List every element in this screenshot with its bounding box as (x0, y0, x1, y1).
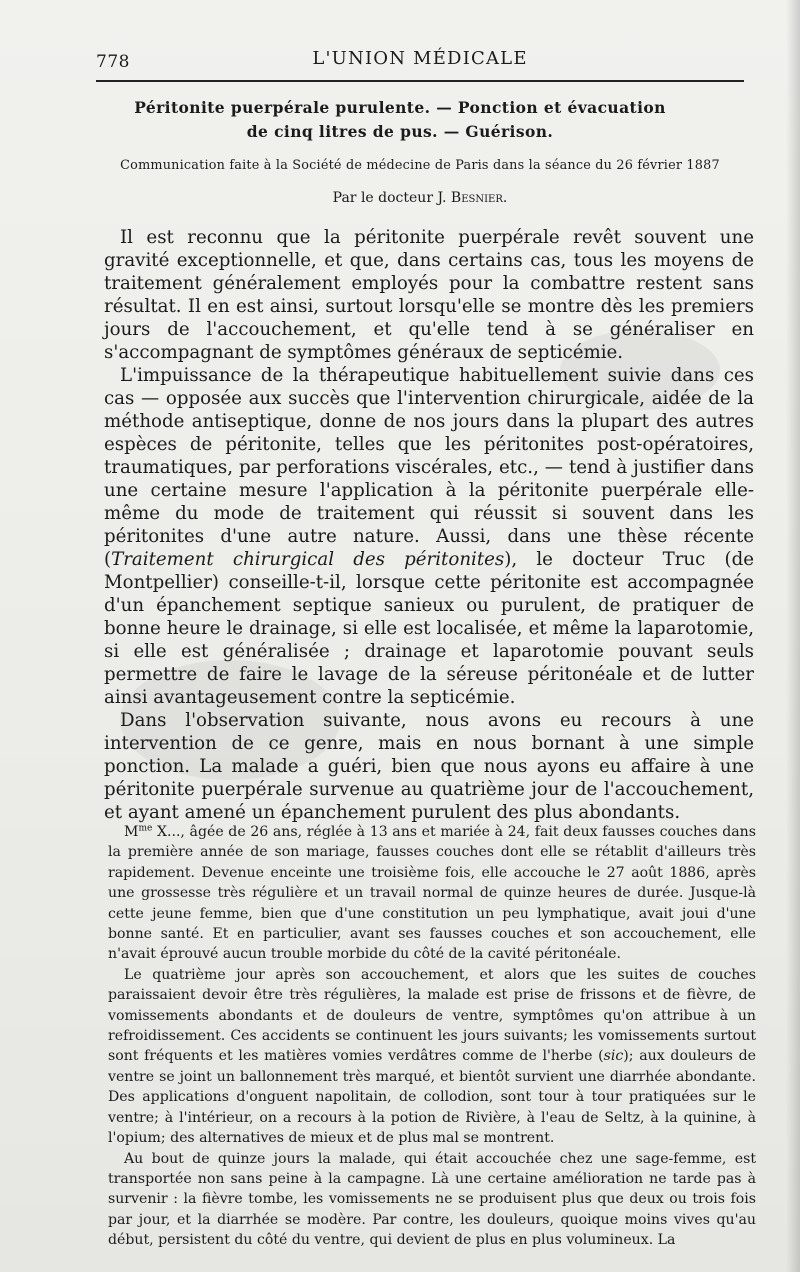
sic-annotation: sic (603, 1048, 624, 1065)
observation-honorific-superscript: me (138, 823, 153, 834)
author-line (100, 190, 740, 206)
observation-honorific: M (124, 824, 139, 840)
observation-section (108, 822, 756, 1251)
page-header (96, 40, 744, 82)
communication-note: Communication faite à la Société de médecine de Paris dans la séance du 26 février 1887 (120, 158, 720, 173)
observation-paragraph-2-text-b: ); aux douleurs de ventre se joint un ballonnement très marqué, et bientôt survient une diarrhée abondante. Des applications d'onguent napolitain, de collodion, sont tour à tour pratiquées sur le ventre; à l'intérieur, on a recours à la potion de Rivière, à l'eau de Seltz, à la quinine, à l'opium; des alternatives de mieux et de plus mal se montrent. (108, 1048, 756, 1147)
article-body (104, 226, 754, 824)
article-title-line-1: Péritonite puerpérale purulente. — Ponction et évacuation (134, 98, 666, 117)
author-name: Besnier. (450, 190, 508, 206)
running-title: L'UNION MÉDICALE (312, 48, 528, 69)
body-paragraph-1: Il est reconnu que la péritonite puerpérale revêt souvent une gravité exceptionnelle, et que, dans certains cas, tous les moyens de traitement généralement employés pour la combattre restent sans résultat. Il en est ainsi, surtout lorsqu'elle se montre dès les premiers jours de l'accouchement, et qu'elle tend à se généraliser en s'accompagnant de symptômes généraux de septicémie. (104, 227, 754, 363)
author-prefix: Par le docteur J. (332, 190, 451, 206)
observation-paragraph-2-text-a: Le quatrième jour après son accouchement, et alors que les suites de couches paraissaient devoir être très régulières, la malade est prise de frissons et de fièvre, de vomissements abondants et de douleurs de ventre, symptômes qu'on attribue à un refroidissement. Ces accidents se continuent les jours suivants; les vomissements surtout sont fréquents et les matières vomies verdâtres comme de l'herbe ( (108, 966, 756, 1065)
body-paragraph-2 (104, 364, 754, 709)
body-paragraph-2-text-b: ), le docteur Truc (de Montpellier) conseille-t-il, lorsque cette péritonite est accompagnée d'un épanchement septique sanieux ou purulent, de pratiquer de bonne heure le drainage, si elle est localisée, et même la laparotomie, si elle est généralisée ; drainage et laparotomie pouvant seuls permettre de faire le lavage de la séreuse péritonéale et de lutter ainsi avantageusement contre la septicémie. (104, 549, 754, 708)
article-title (120, 96, 680, 144)
observation-paragraph-3: Au bout de quinze jours la malade, qui était accouchée chez une sage-femme, est transportée non sans peine à la campagne. Là une certaine amélioration ne tarde pas à survenir : la fièvre tombe, les vomissements ne se produisent plus que deux ou trois fois par jour, et la diarrhée se modère. Par contre, les douleurs, quoique moins vives qu'au début, persistent du côté du ventre, qui devient de plus en plus volumineux. La (108, 1150, 756, 1249)
body-paragraph-2-text-a: L'impuissance de la thérapeutique habituellement suivie dans ces cas — opposée aux succès que l'intervention chirurgicale, aidée de la méthode antiseptique, donne de nos jours dans la plupart des autres espèces de péritonite, telles que les péritonites post-opératoires, traumatiques, par perforations viscérales, etc., — tend à justifier dans une certaine mesure l'application à la péritonite puerpérale elle-même du mode de traitement qui réussit si souvent dans les péritonites d'une autre nature. Aussi, dans une thèse récente ( (104, 365, 754, 570)
page-number: 778 (96, 52, 130, 72)
article-title-line-2: de cinq litres de pus. — Guérison. (246, 122, 554, 141)
body-paragraph-3: Dans l'observation suivante, nous avons eu recours à une intervention de ce genre, mais en nous bornant à une simple ponction. La malade a guéri, bien que nous ayons eu affaire à une péritonite puerpérale survenue au quatrième jour de l'accouchement, et ayant amené un épanchement purulent des plus abondants. (104, 710, 754, 823)
cited-thesis-title: Traitement chirurgical des péritonites (111, 549, 505, 570)
observation-paragraph-1 (108, 822, 756, 965)
observation-paragraph-1-text: X..., âgée de 26 ans, réglée à 13 ans et mariée à 24, fait deux fausses couches dans la première année de son mariage, fausses couches dont elle se rétablit d'ailleurs très rapidement. Devenue enceinte une troisième fois, elle accouche le 27 août 1886, après une grossesse très régulière et un travail normal de quinze heures de durée. Jusque-là cette jeune femme, bien que d'une constitution un peu lymphatique, avait joui d'une bonne santé. Et en particulier, avant ses fausses couches et son accouchement, elle n'avait éprouvé aucun trouble morbide du côté de la cavité péritonéale. (108, 824, 756, 963)
observation-paragraph-2 (108, 965, 756, 1149)
